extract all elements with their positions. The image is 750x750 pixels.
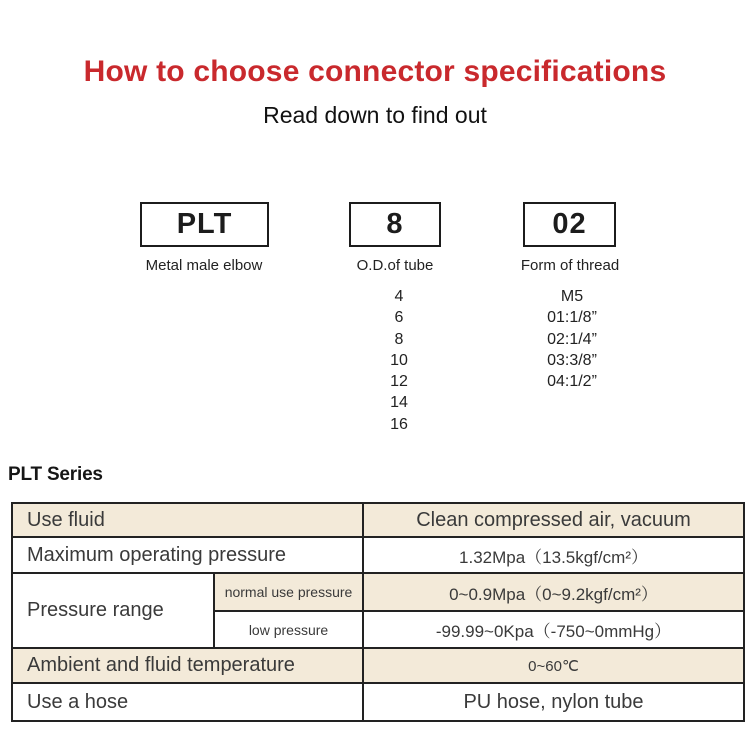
- temperature-value: 0~60℃: [363, 648, 744, 683]
- spec-table: [11, 502, 745, 722]
- tube-size-option: 16: [390, 415, 408, 433]
- use-fluid-value: Clean compressed air, vacuum: [363, 503, 744, 537]
- table-row: [12, 683, 744, 721]
- normal-pressure-value: 0~0.9Mpa（0~9.2kgf/cm²）: [363, 573, 744, 611]
- hose-label: Use a hose: [12, 683, 363, 721]
- thread-form-option: 03:3/8”: [547, 351, 597, 369]
- thread-form-option: M5: [560, 288, 584, 305]
- max-pressure-value: 1.32Mpa（13.5kgf/cm²）: [363, 537, 744, 573]
- low-pressure-value: -99.99~0Kpa（-750~0mmHg）: [363, 611, 744, 648]
- normal-pressure-label: normal use pressure: [214, 573, 363, 611]
- thread-label: Form of thread: [520, 257, 620, 274]
- table-row: [12, 648, 744, 683]
- tube-size-option: 8: [394, 330, 404, 348]
- thread-form-list: [496, 286, 648, 392]
- thread-code: 02: [552, 208, 587, 240]
- model-code-box: [140, 202, 269, 247]
- tube-od-code-box: [349, 202, 441, 247]
- tube-size-option: 10: [390, 351, 408, 369]
- series-title: PLT Series: [8, 464, 103, 485]
- page-subtitle: Read down to find out: [263, 102, 487, 128]
- page-title: How to choose connector specifications: [83, 55, 667, 88]
- thread-form-option: 02:1/4”: [547, 330, 597, 348]
- hose-value: PU hose, nylon tube: [363, 683, 744, 721]
- temperature-label: Ambient and fluid temperature: [12, 648, 363, 683]
- low-pressure-label: low pressure: [214, 611, 363, 648]
- tube-size-option: 4: [394, 288, 404, 305]
- tube-od-code: 8: [386, 208, 404, 240]
- pressure-range-label: Pressure range: [12, 573, 214, 648]
- model-code-label: Metal male elbow: [145, 257, 263, 274]
- thread-form-option: 04:1/2”: [547, 373, 597, 391]
- tube-size-option: 6: [394, 309, 404, 327]
- table-row: [12, 537, 744, 573]
- use-fluid-label: Use fluid: [12, 503, 363, 537]
- table-row: [12, 503, 744, 537]
- tube-od-label: O.D.of tube: [356, 257, 434, 274]
- tube-size-list: [349, 286, 449, 435]
- max-pressure-label: Maximum operating pressure: [12, 537, 363, 573]
- tube-size-option: 14: [390, 394, 408, 412]
- table-row: [12, 573, 744, 611]
- thread-form-option: 01:1/8”: [547, 309, 597, 327]
- tube-size-option: 12: [390, 373, 408, 391]
- model-code: PLT: [176, 208, 233, 240]
- thread-code-box: [523, 202, 616, 247]
